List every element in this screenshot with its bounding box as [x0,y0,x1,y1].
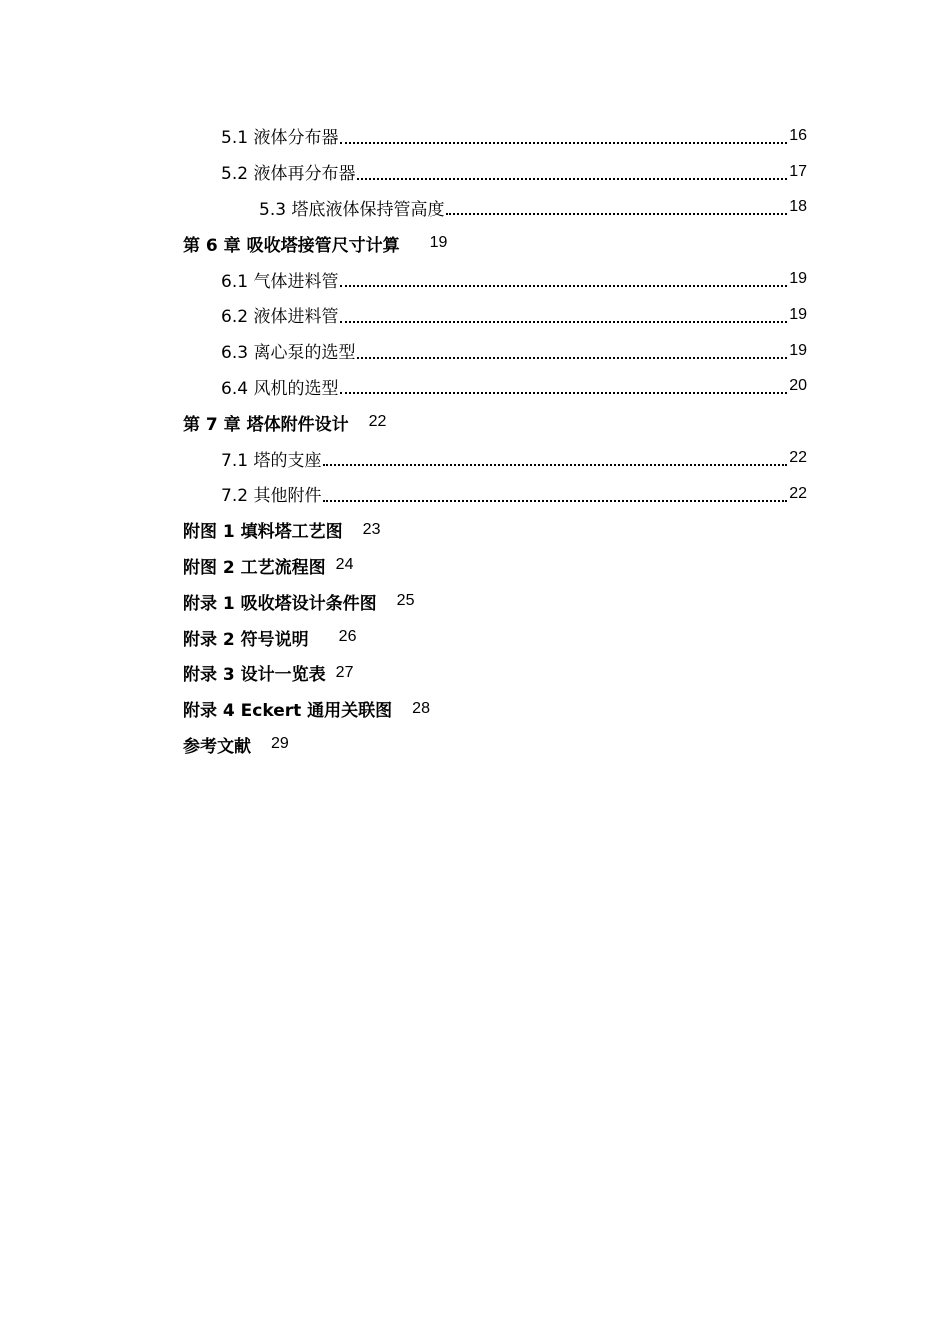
toc-chapter-7[interactable] [183,404,807,440]
toc-chapter-title: 附图 2 工艺流程图 [183,557,326,578]
toc-chapter-page: 22 [368,413,387,431]
toc-entry-title: 6.2 液体进料管 [221,307,339,328]
toc-entry-page: 19 [789,341,807,359]
toc-chapter-page: 29 [271,735,289,753]
toc-chapter-page: 28 [412,699,430,717]
dot-leader [340,320,787,323]
toc-entry-title: 7.2 其他附件 [221,486,322,507]
toc-entry-page: 22 [789,484,807,502]
dot-leader [323,463,787,466]
toc-entry-6-1[interactable] [183,261,807,297]
toc-chapter-title: 附录 1 吸收塔设计条件图 [183,593,377,614]
toc-entry-page: 18 [789,198,807,216]
dot-leader [357,177,787,180]
toc-chapter-page: 27 [335,663,354,681]
toc-figure-1[interactable] [183,512,807,548]
toc-entry-title: 6.1 气体进料管 [221,271,339,292]
toc-entry-6-3[interactable] [183,333,807,369]
toc-entry-page: 22 [789,449,807,467]
toc-appendix-4[interactable] [183,691,807,727]
toc-chapter-6[interactable] [183,225,807,261]
toc-chapter-page: 26 [338,628,357,646]
toc-entry-5-1[interactable] [183,118,807,154]
toc-entry-page: 19 [789,270,807,288]
toc-entry-page: 20 [789,377,807,395]
toc-appendix-3[interactable] [183,655,807,691]
toc-entry-title: 5.3 塔底液体保持管高度 [259,199,445,220]
dot-leader [340,391,787,394]
table-of-contents [183,118,807,762]
toc-entry-5-2[interactable] [183,154,807,190]
toc-chapter-page: 24 [335,556,354,574]
toc-entry-5-3[interactable] [183,190,807,226]
toc-chapter-page: 25 [396,592,415,610]
toc-entry-title: 5.1 液体分布器 [221,128,339,149]
toc-chapter-title: 第 6 章 吸收塔接管尺寸计算 [183,235,400,256]
toc-entry-6-2[interactable] [183,297,807,333]
toc-appendix-2[interactable] [183,619,807,655]
toc-entry-page: 19 [789,305,807,323]
toc-entry-title: 6.4 风机的选型 [221,378,339,399]
toc-entry-title: 5.2 液体再分布器 [221,164,356,185]
toc-figure-2[interactable] [183,548,807,584]
dot-leader [340,141,787,144]
dot-leader [357,356,787,359]
toc-entry-7-2[interactable] [183,476,807,512]
toc-chapter-title: 附录 2 符号说明 [183,629,309,650]
toc-references[interactable] [183,727,807,763]
toc-chapter-title: 参考文献 [183,736,251,757]
toc-chapter-title: 第 7 章 塔体附件设计 [183,414,349,435]
toc-chapter-title: 附录 3 设计一览表 [183,665,326,686]
dot-leader [446,212,787,215]
toc-entry-6-4[interactable] [183,369,807,405]
toc-chapter-page: 23 [362,520,381,538]
toc-chapter-title: 附录 4 Eckert 通用关联图 [183,701,393,722]
toc-chapter-title: 附图 1 填料塔工艺图 [183,522,343,543]
dot-leader [340,284,787,287]
toc-entry-title: 7.1 塔的支座 [221,450,322,471]
toc-entry-page: 17 [789,162,807,180]
toc-entry-title: 6.3 离心泵的选型 [221,343,356,364]
toc-entry-page: 16 [789,126,807,144]
toc-chapter-page: 19 [429,234,448,252]
toc-appendix-1[interactable] [183,583,807,619]
dot-leader [323,499,787,502]
toc-entry-7-1[interactable] [183,440,807,476]
